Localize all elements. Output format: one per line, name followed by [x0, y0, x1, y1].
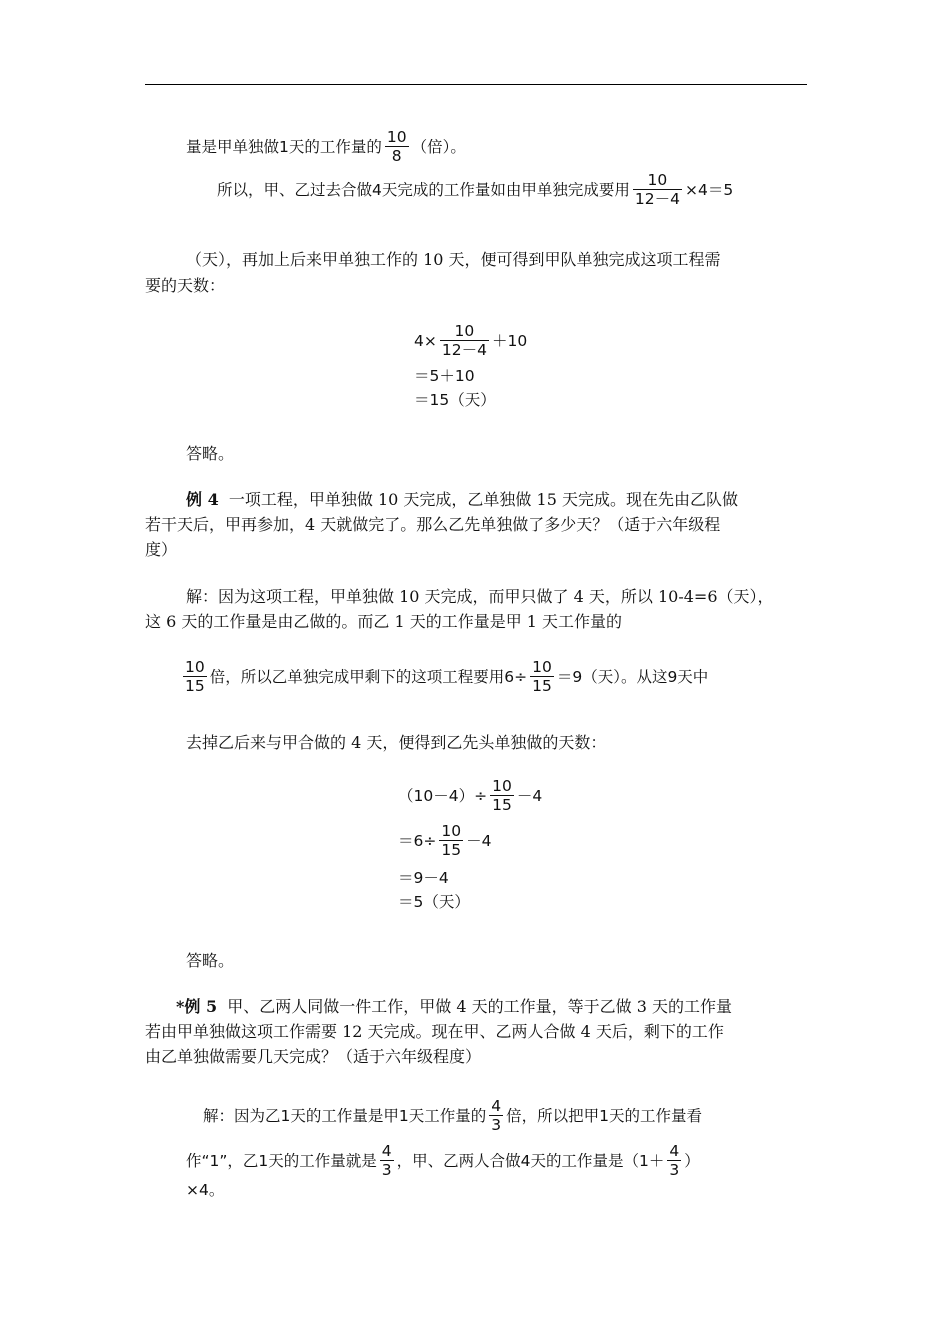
text: 所以，甲、乙过去合做4天完成的工作量如由甲单独完成要用: [217, 181, 630, 199]
equation-line: ＝5（天）: [398, 893, 470, 911]
answer-line: 答略。: [186, 951, 235, 970]
example-line: [176, 997, 732, 1017]
numerator: 4: [491, 1097, 502, 1115]
fraction: [667, 1143, 681, 1180]
text: ）: [684, 1152, 700, 1170]
paragraph-line: [186, 129, 466, 166]
text: （10－4）÷: [398, 787, 488, 805]
denominator: 3: [491, 1116, 502, 1134]
text: 解：因为乙1天的工作量是甲1天工作量的: [203, 1107, 487, 1125]
equation-line: [414, 323, 527, 360]
numerator: 10: [647, 171, 668, 189]
fraction: [385, 129, 409, 166]
equation-line: [398, 823, 491, 860]
example-label: 例 4: [186, 490, 219, 509]
text: 4×: [414, 332, 437, 350]
text: ＋10: [491, 332, 528, 350]
text: ＝9（天）。从这9天中: [556, 668, 709, 686]
solution-line: [203, 1098, 702, 1135]
numerator: 4: [381, 1142, 392, 1160]
text: ＝6÷: [398, 832, 437, 850]
paragraph-line: 去掉乙后来与甲合做的 4 天，便得到乙先头单独做的天数：: [186, 733, 607, 752]
fraction: [380, 1143, 394, 1180]
numerator: 10: [386, 128, 407, 146]
text: 倍，所以乙单独完成甲剩下的这项工程要用6÷: [209, 668, 528, 686]
equation-line: ＝5＋10: [414, 367, 475, 385]
paragraph-line: （天），再加上后来甲单独工作的 10 天，便可得到甲队单独完成这项工程需: [186, 250, 721, 269]
solution-line: [183, 659, 708, 696]
fraction: [490, 778, 514, 815]
denominator: 3: [381, 1161, 392, 1179]
denominator: 12－4: [634, 190, 680, 208]
example-label: *例 5: [176, 997, 218, 1016]
text: －4: [466, 832, 492, 850]
numerator: 4: [669, 1142, 680, 1160]
example-line: [186, 490, 738, 510]
denominator: 15: [441, 841, 462, 859]
equation-line: ＝9－4: [398, 869, 449, 887]
text: 量是甲单独做1天的工作量的: [186, 138, 382, 156]
example-line: 若由甲单独做这项工作需要 12 天完成。现在甲、乙两人合做 4 天后，剩下的工作: [145, 1022, 724, 1041]
fraction: [489, 1098, 503, 1135]
denominator: 3: [669, 1161, 680, 1179]
equation-line: [398, 778, 542, 815]
fraction: [439, 823, 463, 860]
numerator: 10: [492, 777, 512, 795]
header-rule: [145, 84, 807, 85]
fraction: [633, 172, 682, 209]
solution-line: ×4。: [186, 1181, 225, 1199]
text: －4: [516, 787, 543, 805]
denominator: 15: [492, 796, 512, 814]
text: 一项工程，甲单独做 10 天完成，乙单独做 15 天完成。现在先由乙队做: [228, 490, 738, 509]
text: 作“1”，乙1天的工作量就是: [186, 1152, 377, 1170]
example-line: 度）: [145, 540, 178, 559]
text: ×4＝5: [684, 181, 734, 199]
solution-line: 这 6 天的工作量是由乙做的。而乙 1 天的工作量是甲 1 天工作量的: [145, 612, 623, 631]
text: 倍，所以把甲1天的工作量看: [506, 1107, 702, 1125]
denominator: 8: [385, 146, 409, 166]
answer-line: 答略。: [186, 444, 235, 463]
fraction: [530, 659, 554, 696]
text: 甲、乙两人同做一件工作，甲做 4 天的工作量，等于乙做 3 天的工作量: [227, 997, 732, 1016]
numerator: 10: [454, 322, 475, 340]
paragraph-line: 要的天数：: [145, 276, 226, 295]
solution-line: 解：因为这项工程，甲单独做 10 天完成，而甲只做了 4 天，所以 10-4=6（天），: [186, 587, 774, 606]
numerator: 10: [441, 822, 462, 840]
paragraph-line: [217, 172, 733, 209]
text: ，甲、乙两人合做4天的工作量是（1＋: [396, 1152, 665, 1170]
numerator: 10: [532, 658, 552, 676]
fraction: [183, 659, 207, 696]
denominator: 15: [185, 677, 205, 695]
equation-line: ＝15（天）: [414, 391, 496, 409]
text: （倍）。: [411, 138, 466, 156]
fraction: [440, 323, 489, 360]
denominator: 12－4: [441, 341, 487, 359]
example-line: 由乙单独做需要几天完成？（适于六年级程度）: [145, 1047, 482, 1066]
example-line: 若干天后，甲再参加，4 天就做完了。那么乙先单独做了多少天？（适于六年级程: [145, 515, 721, 534]
numerator: 10: [185, 658, 205, 676]
solution-line: [186, 1143, 700, 1180]
denominator: 15: [532, 677, 552, 695]
